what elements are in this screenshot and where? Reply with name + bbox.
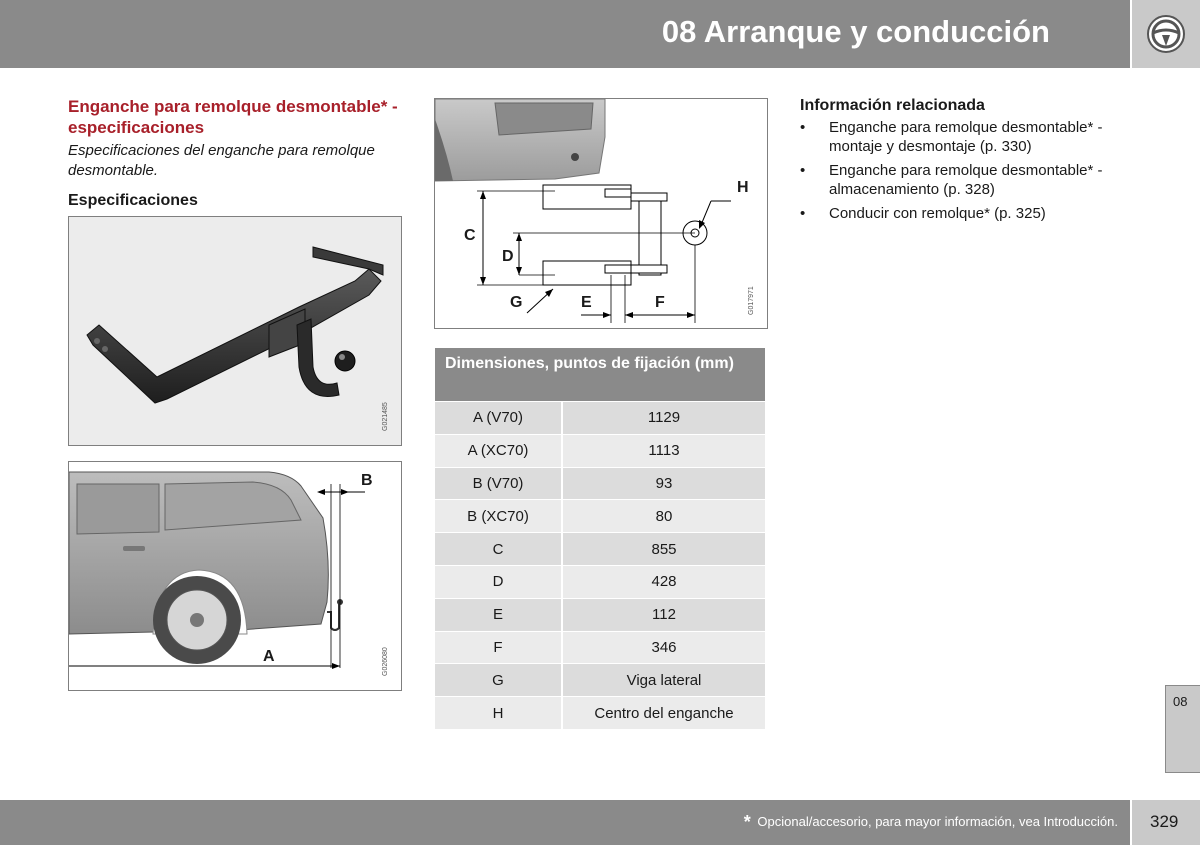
chapter-tab <box>1165 685 1200 773</box>
table-cell-key: A (V70) <box>435 402 563 434</box>
table-row <box>435 663 765 696</box>
table-cell-key: F <box>435 632 563 664</box>
footer-note-text: Opcional/accesorio, para mayor información, vea Introducción. <box>757 814 1118 829</box>
page-footer <box>0 800 1130 845</box>
table-cell-value: Centro del enganche <box>594 704 734 722</box>
table-row <box>435 565 765 598</box>
dimension-label-h: H <box>737 179 749 196</box>
table-row <box>435 499 765 532</box>
table-cell-key: B (XC70) <box>435 500 563 532</box>
bullet: • <box>800 162 806 179</box>
related-link-driving-with-trailer[interactable] <box>800 204 1140 223</box>
table-cell-value: 428 <box>651 573 677 591</box>
bullet: • <box>800 119 806 136</box>
table-row <box>435 598 765 631</box>
table-cell-value: 80 <box>655 507 673 525</box>
mounting-points-illustration <box>434 98 768 329</box>
table-cell-key: B (V70) <box>435 468 563 500</box>
hitch-illustration <box>68 216 402 446</box>
dimensions-table <box>435 348 765 729</box>
footer-note <box>744 812 1118 833</box>
table-cell-value: 93 <box>655 474 673 492</box>
dimension-label-g: G <box>510 294 523 311</box>
chapter-tab-label: 08 <box>1173 694 1188 709</box>
mounting-dimension-drawing <box>435 99 768 329</box>
table-cell-value: 855 <box>651 540 677 558</box>
table-cell-key: C <box>435 533 563 565</box>
related-link-text: Enganche para remolque desmontable* - montaje y desmontaje (p. 330) <box>829 119 1103 155</box>
dimensions-table-body <box>435 401 765 729</box>
table-row <box>435 696 765 729</box>
dimension-label-b: B <box>361 472 373 489</box>
table-row <box>435 532 765 565</box>
table-row <box>435 401 765 434</box>
related-info-list <box>800 118 1140 228</box>
car-side-illustration <box>68 461 402 691</box>
related-link-mounting[interactable] <box>800 118 1140 156</box>
table-cell-key: D <box>435 566 563 598</box>
table-cell-key: E <box>435 599 563 631</box>
related-info-title: Información relacionada <box>800 97 985 114</box>
dimension-label-f: F <box>655 294 665 311</box>
related-link-text: Conducir con remolque* (p. 325) <box>829 205 1046 222</box>
chapter-title: 08 Arranque y conducción <box>661 14 1050 49</box>
dimension-label-c: C <box>464 227 476 244</box>
table-cell-value: 1129 <box>647 409 681 427</box>
table-row <box>435 631 765 664</box>
related-link-storage[interactable] <box>800 161 1140 199</box>
car-figure-code: G026080 <box>382 647 389 676</box>
specs-subheading: Especificaciones <box>68 192 198 209</box>
section-intro: Especificaciones del enganche para remolque desmontable. <box>68 142 375 179</box>
table-cell-key: A (XC70) <box>435 435 563 467</box>
table-cell-value: 1113 <box>648 442 680 460</box>
related-link-text: Enganche para remolque desmontable* - almacenamiento (p. 328) <box>829 162 1103 198</box>
asterisk-mark: * <box>743 812 751 832</box>
table-cell-value: 112 <box>652 606 676 624</box>
table-cell-value: Viga lateral <box>626 671 702 689</box>
chapter-icon-box <box>1132 0 1200 68</box>
page-number: 329 <box>1150 812 1179 831</box>
table-cell-value: 346 <box>651 638 677 656</box>
table-cell-key: G <box>435 664 563 696</box>
dimension-label-e: E <box>581 294 592 311</box>
tow-hitch-drawing <box>69 217 402 446</box>
table-cell-key: H <box>435 697 563 729</box>
bullet: • <box>800 205 806 222</box>
table-row <box>435 467 765 500</box>
table-row <box>435 434 765 467</box>
dimension-label-a: A <box>263 648 275 665</box>
hitch-figure-code: G021485 <box>382 402 389 431</box>
dimensions-table-header: Dimensiones, puntos de fijación (mm) <box>435 348 765 401</box>
steering-wheel-icon <box>1146 14 1186 54</box>
dimension-label-d: D <box>502 248 514 265</box>
car-rear-dimension-drawing <box>69 462 402 691</box>
section-title: Enganche para remolque desmontable* - especificaciones <box>68 97 398 137</box>
page-header <box>0 0 1130 68</box>
page-number-box <box>1132 800 1200 845</box>
mount-figure-code: G017971 <box>748 286 755 315</box>
